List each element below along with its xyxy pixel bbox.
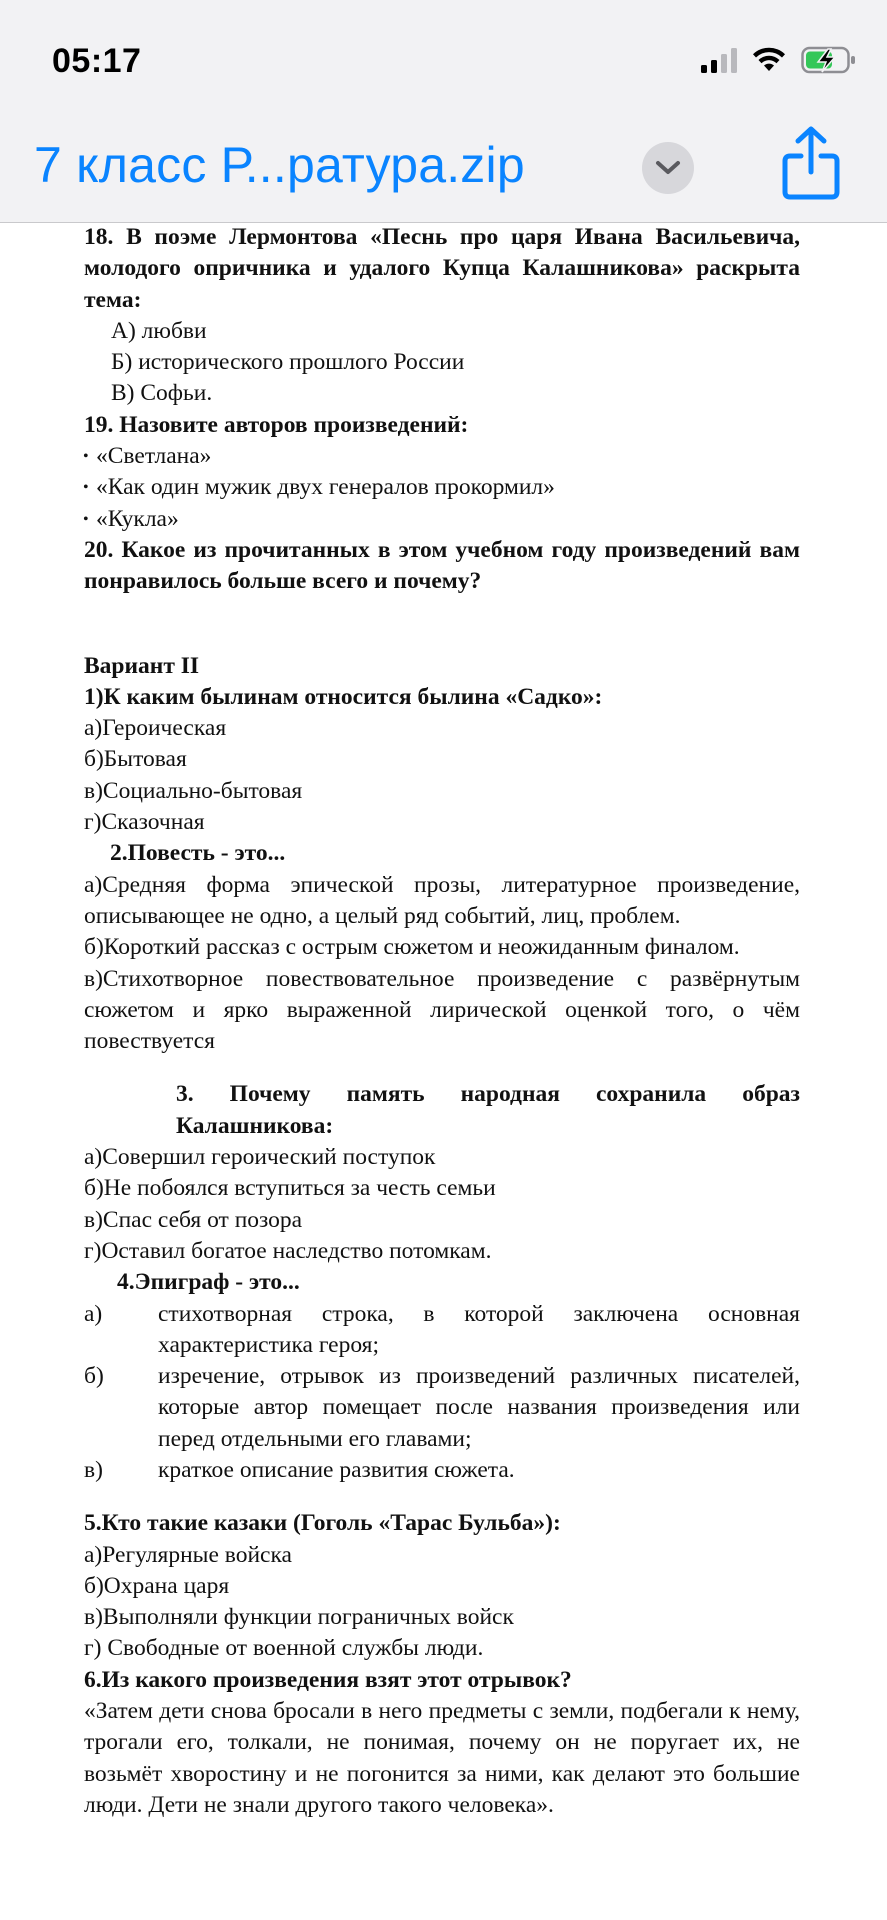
chevron-down-button[interactable] (642, 142, 694, 194)
q18-option-a: А) любви (111, 317, 207, 344)
share-button[interactable] (780, 124, 842, 202)
v-question-3-title: 3. Почему память народная сохранила образ Калашникова: (176, 1081, 800, 1139)
v-question-4-title: 4.Эпиграф - это... (117, 1269, 300, 1296)
v4-option-a-label: а) (84, 1300, 103, 1327)
question-19-title: 19. Назовите авторов произведений: (84, 411, 469, 438)
variant-heading: Вариант II (84, 652, 200, 679)
status-icons (701, 46, 857, 74)
v1-option-a: а)Героическая (84, 715, 227, 742)
wifi-icon (751, 47, 787, 73)
v4-option-a (84, 1299, 800, 1362)
v4-option-b-label: б) (84, 1363, 104, 1390)
q19-item-3: • «Кукла» (84, 504, 800, 535)
v1-option-d: г)Сказочная (84, 809, 205, 836)
v6-quote: «Затем дети снова бросали в него предметы с земли, подбегали к нему, трогали его, толкали, не понимая, почему он не поругает их, не возьмёт хворостину и не погонится за ними, как делают это большие люди. Дети не знали другого такого человека». (84, 1698, 800, 1818)
battery-charging-icon (801, 46, 857, 74)
v3-option-b: б)Не побоялся вступиться за честь семьи (84, 1175, 496, 1202)
v4-option-b-text: изречение, отрывок из произведений различных писателей, которые автор помещает после названия произведения или перед отдельными его главами; (158, 1363, 800, 1452)
status-time: 05:17 (52, 42, 142, 80)
v1-option-b: б)Бытовая (84, 746, 187, 773)
q19-item-2: • «Как один мужик двух генералов прокормил» (84, 472, 800, 503)
cellular-signal-icon (701, 47, 737, 73)
v5-option-b: б)Охрана царя (84, 1572, 230, 1599)
q18-option-c: В) Софьи. (111, 380, 213, 407)
v-question-2-title: 2.Повесть - это... (110, 840, 286, 867)
v3-option-d: г)Оставил богатое наследство потомкам. (84, 1237, 492, 1264)
document-page (84, 222, 800, 1821)
v1-option-c: в)Социально-бытовая (84, 777, 303, 804)
v5-option-a: а)Регулярные войска (84, 1541, 292, 1568)
v5-option-d: г) Свободные от военной службы люди. (84, 1635, 484, 1662)
v4-option-a-text: стихотворная строка, в которой заключена основная характеристика героя; (158, 1300, 800, 1358)
v4-option-c-label: в) (84, 1456, 103, 1483)
share-icon (780, 124, 842, 202)
v5-option-c: в)Выполняли функции пограничных войск (84, 1604, 514, 1631)
question-20-title: 20. Какое из прочитанных в этом учебном году произведений вам понравилось больше всего и почему? (84, 536, 800, 595)
v-question-5-title: 5.Кто такие казаки (Гоголь «Тарас Бульба»): (84, 1510, 561, 1537)
chevron-down-icon (655, 160, 681, 176)
viewer-header (0, 0, 887, 223)
question-18-title: 18. В поэме Лермонтова «Песнь про царя Ивана Васильевича, молодого опричника и удалого Купца Калашникова» раскрыта тема: (84, 224, 800, 313)
q18-option-b: Б) исторического прошлого России (111, 349, 465, 376)
v4-option-b (84, 1361, 800, 1455)
v4-option-c-text: краткое описание развития сюжета. (158, 1456, 515, 1483)
v-question-6-title: 6.Из какого произведения взят этот отрывок? (84, 1666, 572, 1693)
v4-option-c (84, 1455, 800, 1486)
v3-option-a: а)Совершил героический поступок (84, 1144, 436, 1171)
file-title[interactable]: 7 класс Р...ратура.zip (34, 137, 525, 193)
q19-item-1: • «Светлана» (84, 441, 800, 472)
v-question-1-title: 1)К каким былинам относится былина «Садко»: (84, 683, 603, 710)
v2-option-b: б)Короткий рассказ с острым сюжетом и неожиданным финалом. (84, 934, 740, 961)
v2-option-a: а)Средняя форма эпической прозы, литературное произведение, описывающее не одно, а целый ряд событий, лиц, проблем. (84, 871, 800, 929)
v2-option-c: в)Стихотворное повествовательное произведение с развёрнутым сюжетом и ярко выраженной лирической оценкой того, о чём повествуется (84, 965, 800, 1055)
v3-option-c: в)Спас себя от позора (84, 1206, 303, 1233)
